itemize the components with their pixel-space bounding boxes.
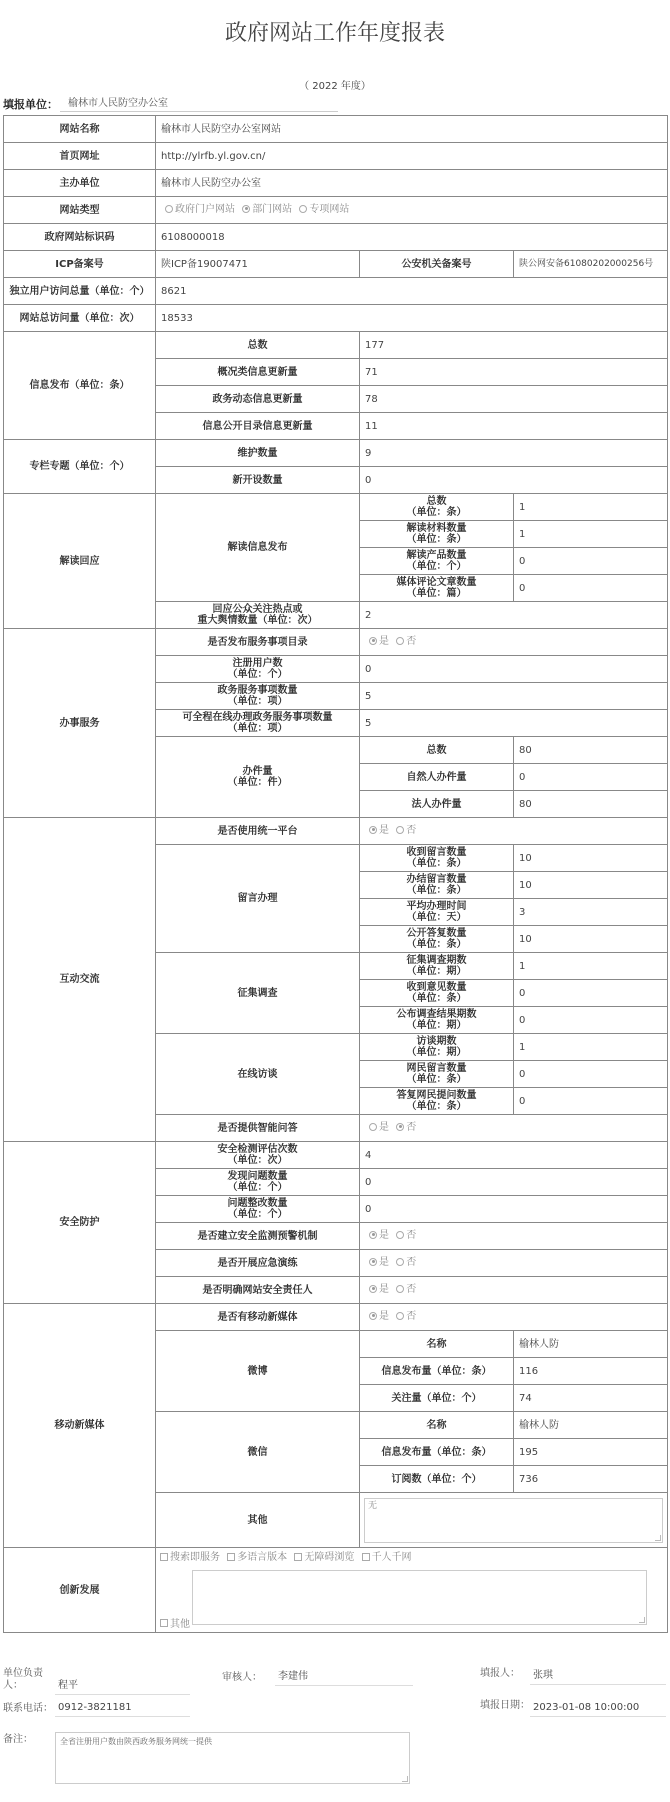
site-id-value[interactable]: 6108000018 [156, 224, 668, 251]
interp-response-value[interactable]: 2 [360, 602, 668, 629]
service-online-value[interactable]: 5 [360, 710, 668, 737]
service-handled-label: 办件量 （单位：件） [156, 737, 360, 818]
icp-label: ICP备案号 [4, 251, 156, 278]
pv-label: 网站总访问量（单位：次） [4, 305, 156, 332]
host-unit-label: 主办单位 [4, 170, 156, 197]
interact-platform-options [360, 818, 668, 845]
info-pub-item-value[interactable]: 11 [360, 413, 668, 440]
innov-options [156, 1552, 667, 1564]
mobile-other-text: 无 [368, 1500, 378, 1511]
mobile-other-label: 其他 [156, 1493, 360, 1548]
service-reg-label: 注册用户数 （单位：个） [156, 656, 360, 683]
page-title: 政府网站工作年度报表 [224, 21, 445, 46]
weibo-item-value[interactable]: 116 [514, 1358, 668, 1385]
msg-item-label: 公开答复数量 （单位：条） [360, 926, 514, 953]
note-text: 全省注册用户数由陕西政务服务网统一提供 [60, 1737, 212, 1746]
info-pub-item-value[interactable]: 78 [360, 386, 668, 413]
table-row [4, 818, 668, 845]
site-type-radio-department[interactable] [242, 205, 250, 213]
weibo-label: 微博 [156, 1331, 360, 1412]
uv-value[interactable]: 8621 [156, 278, 668, 305]
security-monitor-options [360, 1223, 668, 1250]
service-online-label: 可全程在线办理政务服务事项数量 （单位：项） [156, 710, 360, 737]
note-label: 备注： [3, 1734, 33, 1745]
innov-textarea[interactable] [192, 1570, 647, 1625]
radio-yes[interactable] [369, 1231, 377, 1239]
row-site-name [4, 116, 668, 143]
option-yes: 是 [379, 1122, 389, 1134]
row-pv [4, 305, 668, 332]
interp-item-label: 总数 （单位：条） [360, 494, 514, 521]
site-type-label: 网站类型 [4, 197, 156, 224]
radio-no[interactable] [396, 1123, 404, 1131]
table-row [4, 1548, 668, 1633]
interp-item-label: 媒体评论文章数量 （单位：篇） [360, 575, 514, 602]
security-found-value[interactable]: 0 [360, 1169, 668, 1196]
innov-option: 多语言版本 [237, 1552, 288, 1563]
table-row [4, 494, 668, 521]
row-host-unit [4, 170, 668, 197]
interact-msg-label: 留言办理 [156, 845, 360, 953]
filler-label: 填报人： [480, 1668, 520, 1679]
option-no: 否 [406, 1311, 417, 1323]
reviewer-label: 审核人： [222, 1672, 262, 1683]
column-item-label: 新开设数量 [156, 467, 360, 494]
site-type-radio-special[interactable] [299, 205, 307, 213]
option-yes: 是 [379, 1257, 389, 1269]
option-yes: 是 [379, 636, 389, 648]
service-handled-item-label: 法人办件量 [360, 791, 514, 818]
site-name-value[interactable]: 榆林市人民防空办公室网站 [156, 116, 668, 143]
security-drill-options [360, 1250, 668, 1277]
radio-no[interactable] [396, 1231, 404, 1239]
interact-smart-label: 是否提供智能问答 [156, 1115, 360, 1142]
column-label: 专栏专题（单位：个） [4, 440, 156, 494]
service-items-label: 政务服务事项数量 （单位：项） [156, 683, 360, 710]
security-owner-label: 是否明确网站安全责任人 [156, 1277, 360, 1304]
wechat-item-value[interactable]: 736 [514, 1466, 668, 1493]
column-item-value[interactable]: 9 [360, 440, 668, 467]
option-yes: 是 [379, 825, 389, 837]
weibo-item-label: 关注量（单位：个） [360, 1385, 514, 1412]
service-reg-value[interactable]: 0 [360, 656, 668, 683]
weibo-item-value[interactable]: 榆林人防 [514, 1331, 668, 1358]
msg-item-value[interactable]: 10 [514, 845, 668, 872]
option-no: 否 [406, 1230, 417, 1242]
option-yes: 是 [379, 1230, 389, 1242]
service-label: 办事服务 [4, 629, 156, 818]
interp-pub-label: 解读信息发布 [156, 494, 360, 602]
weibo-item-label: 信息发布量（单位：条） [360, 1358, 514, 1385]
filing-unit-label: 填报单位： [3, 98, 58, 111]
table-row [4, 1142, 668, 1169]
site-type-option-special: 专项网站 [309, 204, 350, 216]
interview-item-label: 网民留言数量 （单位：条） [360, 1061, 514, 1088]
checkbox[interactable] [160, 1619, 168, 1627]
service-dir-options [360, 629, 668, 656]
info-pub-item-value[interactable]: 71 [360, 359, 668, 386]
innov-other [156, 1619, 190, 1631]
resize-grip-icon[interactable] [402, 1776, 408, 1782]
wechat-item-label: 订阅数（单位：个） [360, 1466, 514, 1493]
info-pub-item-label: 政务动态信息更新量 [156, 386, 360, 413]
icp-value[interactable]: 陕ICP备19007471 [156, 251, 360, 278]
radio-no[interactable] [396, 1285, 404, 1293]
date-label: 填报日期： [480, 1700, 530, 1711]
table-row [4, 629, 668, 656]
column-item-label: 维护数量 [156, 440, 360, 467]
row-uv [4, 278, 668, 305]
weibo-item-label: 名称 [360, 1331, 514, 1358]
police-record-label: 公安机关备案号 [360, 251, 514, 278]
service-handled-item-label: 总数 [360, 737, 514, 764]
option-yes: 是 [379, 1284, 389, 1296]
phone-label: 联系电话： [3, 1703, 53, 1714]
innov-option: 搜索即服务 [170, 1552, 220, 1563]
radio-yes[interactable] [369, 826, 377, 834]
interp-item-label: 解读产品数量 （单位：个） [360, 548, 514, 575]
survey-item-label: 征集调查期数 （单位：期） [360, 953, 514, 980]
radio-yes[interactable] [369, 637, 377, 645]
interp-item-value[interactable]: 1 [514, 494, 668, 521]
site-name-label: 网站名称 [4, 116, 156, 143]
interp-response-label: 回应公众关注热点或 重大舆情数量（单位：次） [156, 602, 360, 629]
service-dir-label: 是否发布服务事项目录 [156, 629, 360, 656]
option-no: 否 [406, 1122, 417, 1134]
radio-yes[interactable] [369, 1258, 377, 1266]
site-type-option-department: 部门网站 [252, 204, 293, 216]
radio-no[interactable] [396, 1312, 404, 1320]
interp-item-value[interactable]: 0 [514, 575, 668, 602]
radio-no[interactable] [396, 637, 404, 645]
resize-grip-icon[interactable] [655, 1535, 661, 1541]
note-textarea[interactable] [55, 1732, 410, 1784]
checkbox[interactable] [227, 1553, 235, 1561]
police-record-value[interactable]: 陕公网安备61080202000256号 [514, 251, 668, 278]
wechat-item-label: 名称 [360, 1412, 514, 1439]
table-row [4, 440, 668, 467]
leader-field[interactable]: 程平 [55, 1678, 190, 1695]
radio-no[interactable] [396, 826, 404, 834]
service-handled-item-value[interactable]: 0 [514, 764, 668, 791]
security-checks-label: 安全检测评估次数 （单位：次） [156, 1142, 360, 1169]
resize-grip-icon[interactable] [639, 1617, 645, 1623]
wechat-item-value[interactable]: 195 [514, 1439, 668, 1466]
info-pub-item-label: 信息公开目录信息更新量 [156, 413, 360, 440]
checkbox[interactable] [294, 1553, 302, 1561]
msg-item-label: 收到留言数量 （单位：条） [360, 845, 514, 872]
security-checks-value[interactable]: 4 [360, 1142, 668, 1169]
home-url-label: 首页网址 [4, 143, 156, 170]
column-item-value[interactable]: 0 [360, 467, 668, 494]
row-home-url [4, 143, 668, 170]
innov-other-label: 其他 [170, 1618, 190, 1630]
filing-unit-field[interactable]: 榆林市人民防空办公室 [60, 95, 338, 112]
report-year: （ 2022 年度） [299, 81, 371, 92]
msg-item-value[interactable]: 10 [514, 872, 668, 899]
mobile-has-options [360, 1304, 668, 1331]
interp-item-value[interactable]: 0 [514, 548, 668, 575]
mobile-label: 移动新媒体 [4, 1304, 156, 1548]
security-fixed-value[interactable]: 0 [360, 1196, 668, 1223]
option-no: 否 [406, 825, 417, 837]
interact-platform-label: 是否使用统一平台 [156, 818, 360, 845]
radio-yes[interactable] [369, 1123, 377, 1131]
interact-survey-label: 征集调查 [156, 953, 360, 1034]
home-url-value[interactable]: http://ylrfb.yl.gov.cn/ [156, 143, 668, 170]
row-icp [4, 251, 668, 278]
site-type-options [156, 197, 668, 224]
interview-item-value[interactable]: 0 [514, 1061, 668, 1088]
msg-item-label: 平均办理时间 （单位：天） [360, 899, 514, 926]
interp-label: 解读回应 [4, 494, 156, 629]
interact-label: 互动交流 [4, 818, 156, 1142]
date-field[interactable]: 2023-01-08 10:00:00 [530, 1700, 666, 1717]
mobile-other-cell [360, 1493, 668, 1548]
radio-yes[interactable] [369, 1285, 377, 1293]
service-handled-item-value[interactable]: 80 [514, 791, 668, 818]
leader-label: 单位负责人： [3, 1668, 43, 1691]
radio-no[interactable] [396, 1258, 404, 1266]
wechat-item-value[interactable]: 榆林人防 [514, 1412, 668, 1439]
wechat-label: 微信 [156, 1412, 360, 1493]
interview-item-value[interactable]: 1 [514, 1034, 668, 1061]
interview-item-value[interactable]: 0 [514, 1088, 668, 1115]
wechat-item-label: 信息发布量（单位：条） [360, 1439, 514, 1466]
site-type-option-portal: 政府门户网站 [175, 204, 235, 216]
host-unit-value[interactable]: 榆林市人民防空办公室 [156, 170, 668, 197]
interview-item-label: 答复网民提问数量 （单位：条） [360, 1088, 514, 1115]
table-row [4, 1304, 668, 1331]
survey-item-value[interactable]: 0 [514, 1007, 668, 1034]
mobile-other-textarea[interactable] [364, 1498, 663, 1543]
site-id-label: 政府网站标识码 [4, 224, 156, 251]
innov-option: 无障碍浏览 [304, 1552, 355, 1563]
innov-option: 千人千网 [371, 1552, 412, 1563]
interp-item-label: 解读材料数量 （单位：条） [360, 521, 514, 548]
interp-item-value[interactable]: 1 [514, 521, 668, 548]
row-site-id [4, 224, 668, 251]
security-fixed-label: 问题整改数量 （单位：个） [156, 1196, 360, 1223]
info-pub-label: 信息发布（单位：条） [4, 332, 156, 440]
security-found-label: 发现问题数量 （单位：个） [156, 1169, 360, 1196]
reviewer-field[interactable]: 李建伟 [275, 1669, 413, 1686]
weibo-item-value[interactable]: 74 [514, 1385, 668, 1412]
report-table [3, 115, 668, 1633]
service-handled-item-label: 自然人办件量 [360, 764, 514, 791]
msg-item-value[interactable]: 10 [514, 926, 668, 953]
security-owner-options [360, 1277, 668, 1304]
interact-interview-label: 在线访谈 [156, 1034, 360, 1115]
checkbox[interactable] [160, 1553, 168, 1561]
interact-smart-options [360, 1115, 668, 1142]
innov-cell [156, 1548, 668, 1633]
mobile-has-label: 是否有移动新媒体 [156, 1304, 360, 1331]
security-monitor-label: 是否建立安全监测预警机制 [156, 1223, 360, 1250]
phone-field[interactable]: 0912-3821181 [55, 1700, 190, 1717]
service-items-value[interactable]: 5 [360, 683, 668, 710]
info-pub-item-value[interactable]: 177 [360, 332, 668, 359]
pv-value[interactable]: 18533 [156, 305, 668, 332]
msg-item-value[interactable]: 3 [514, 899, 668, 926]
checkbox[interactable] [362, 1553, 370, 1561]
option-no: 否 [406, 1257, 417, 1269]
interview-item-label: 访谈期数 （单位：期） [360, 1034, 514, 1061]
survey-item-value[interactable]: 1 [514, 953, 668, 980]
innov-label: 创新发展 [4, 1548, 156, 1633]
info-pub-item-label: 总数 [156, 332, 360, 359]
row-site-type [4, 197, 668, 224]
option-yes: 是 [379, 1311, 389, 1323]
info-pub-item-label: 概况类信息更新量 [156, 359, 360, 386]
uv-label: 独立用户访问总量（单位：个） [4, 278, 156, 305]
msg-item-label: 办结留言数量 （单位：条） [360, 872, 514, 899]
security-drill-label: 是否开展应急演练 [156, 1250, 360, 1277]
option-no: 否 [406, 1284, 417, 1296]
survey-item-value[interactable]: 0 [514, 980, 668, 1007]
service-handled-item-value[interactable]: 80 [514, 737, 668, 764]
site-type-radio-portal[interactable] [165, 205, 173, 213]
survey-item-label: 收到意见数量 （单位：条） [360, 980, 514, 1007]
option-no: 否 [406, 636, 417, 648]
survey-item-label: 公布调查结果期数 （单位：期） [360, 1007, 514, 1034]
radio-yes[interactable] [369, 1312, 377, 1320]
security-label: 安全防护 [4, 1142, 156, 1304]
table-row [4, 332, 668, 359]
filler-field[interactable]: 张琪 [530, 1668, 666, 1685]
